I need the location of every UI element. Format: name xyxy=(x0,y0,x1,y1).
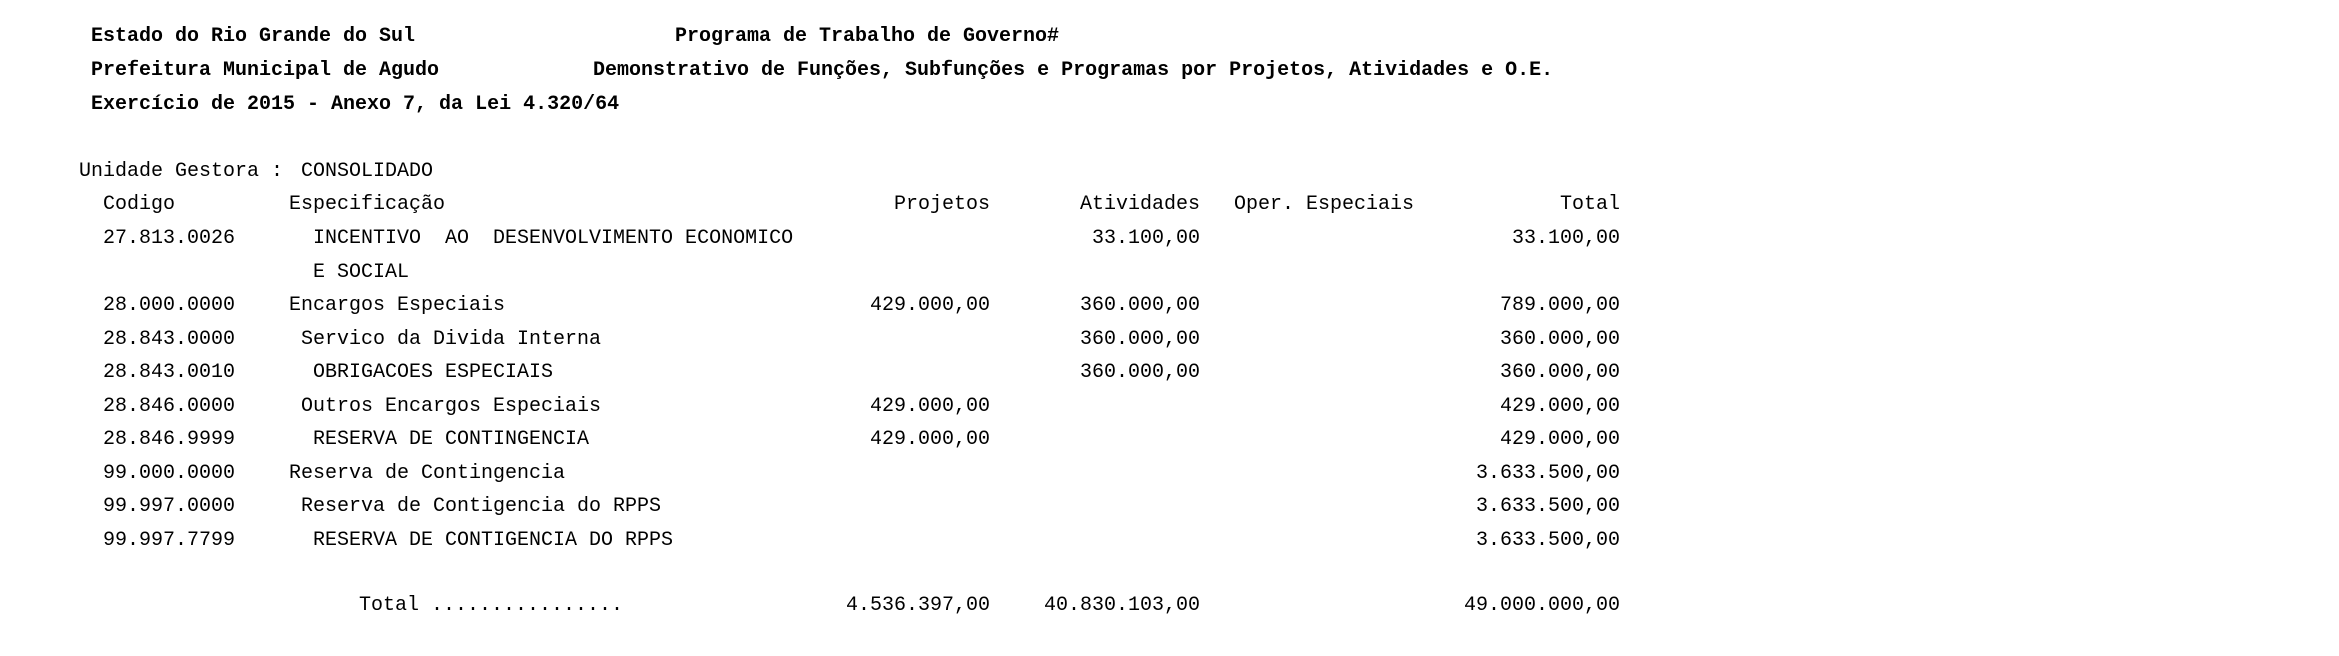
row-projects xyxy=(760,529,990,553)
row-projects: 429.000,00 xyxy=(869,395,990,418)
col-header-code: Codigo xyxy=(103,193,176,216)
row-spec: Reserva de Contingencia xyxy=(289,462,566,485)
row-code: 99.997.7799 xyxy=(103,529,236,552)
header-title: Programa de Trabalho de Governo# xyxy=(675,25,1060,48)
header-exercise: Exercício de 2015 - Anexo 7, da Lei 4.320/64 xyxy=(91,93,620,116)
row-projects xyxy=(760,227,990,251)
row-projects xyxy=(760,462,990,486)
row-total: 429.000,00 xyxy=(1499,395,1620,418)
row-activities xyxy=(970,428,1200,452)
row-spec-continuation: E SOCIAL xyxy=(313,261,410,284)
totals-projects: 4.536.397,00 xyxy=(845,594,990,617)
totals-total: 49.000.000,00 xyxy=(1463,594,1620,617)
row-code: 28.843.0010 xyxy=(103,361,236,384)
header-municipality: Prefeitura Municipal de Agudo xyxy=(91,59,440,82)
row-code: 99.000.0000 xyxy=(103,462,236,485)
row-total: 360.000,00 xyxy=(1499,328,1620,351)
row-code: 99.997.0000 xyxy=(103,495,236,518)
totals-activities: 40.830.103,00 xyxy=(1043,594,1200,617)
row-activities xyxy=(970,395,1200,419)
row-spec: Servico da Divida Interna xyxy=(301,328,602,351)
row-activities: 360.000,00 xyxy=(1079,294,1200,317)
col-header-spec: Especificação xyxy=(289,193,446,216)
row-total: 3.633.500,00 xyxy=(1475,495,1620,518)
col-header-total: Total xyxy=(1559,193,1620,216)
row-projects: 429.000,00 xyxy=(869,428,990,451)
row-total: 33.100,00 xyxy=(1511,227,1620,250)
row-activities: 33.100,00 xyxy=(1091,227,1200,250)
row-projects xyxy=(760,361,990,385)
row-activities xyxy=(970,529,1200,553)
row-total: 3.633.500,00 xyxy=(1475,529,1620,552)
row-activities xyxy=(970,495,1200,519)
row-activities xyxy=(970,462,1200,486)
header-state: Estado do Rio Grande do Sul xyxy=(91,25,416,48)
row-total: 789.000,00 xyxy=(1499,294,1620,317)
row-spec: RESERVA DE CONTINGENCIA xyxy=(313,428,590,451)
row-total: 429.000,00 xyxy=(1499,428,1620,451)
unit-value: CONSOLIDADO xyxy=(301,160,434,183)
totals-label: Total ................ xyxy=(359,594,624,617)
row-code: 28.000.0000 xyxy=(103,294,236,317)
row-spec: Encargos Especiais xyxy=(289,294,506,317)
row-projects: 429.000,00 xyxy=(869,294,990,317)
unit-label: Unidade Gestora : xyxy=(79,160,284,183)
header-subtitle: Demonstrativo de Funções, Subfunções e Programas por Projetos, Atividades e O.E. xyxy=(593,59,1554,82)
row-activities: 360.000,00 xyxy=(1079,361,1200,384)
row-spec: Outros Encargos Especiais xyxy=(301,395,602,418)
row-code: 28.843.0000 xyxy=(103,328,236,351)
row-spec: INCENTIVO AO DESENVOLVIMENTO ECONOMICO xyxy=(313,227,794,250)
row-total: 360.000,00 xyxy=(1499,361,1620,384)
row-total: 3.633.500,00 xyxy=(1475,462,1620,485)
row-code: 27.813.0026 xyxy=(103,227,236,250)
col-header-special-ops: Oper. Especiais xyxy=(1234,193,1415,216)
row-spec: Reserva de Contigencia do RPPS xyxy=(301,495,662,518)
col-header-projects: Projetos xyxy=(893,193,990,216)
row-projects xyxy=(760,328,990,352)
row-code: 28.846.9999 xyxy=(103,428,236,451)
col-header-activities: Atividades xyxy=(1079,193,1200,216)
row-projects xyxy=(760,495,990,519)
row-spec: OBRIGACOES ESPECIAIS xyxy=(313,361,554,384)
row-activities: 360.000,00 xyxy=(1079,328,1200,351)
row-spec: RESERVA DE CONTIGENCIA DO RPPS xyxy=(313,529,674,552)
row-code: 28.846.0000 xyxy=(103,395,236,418)
